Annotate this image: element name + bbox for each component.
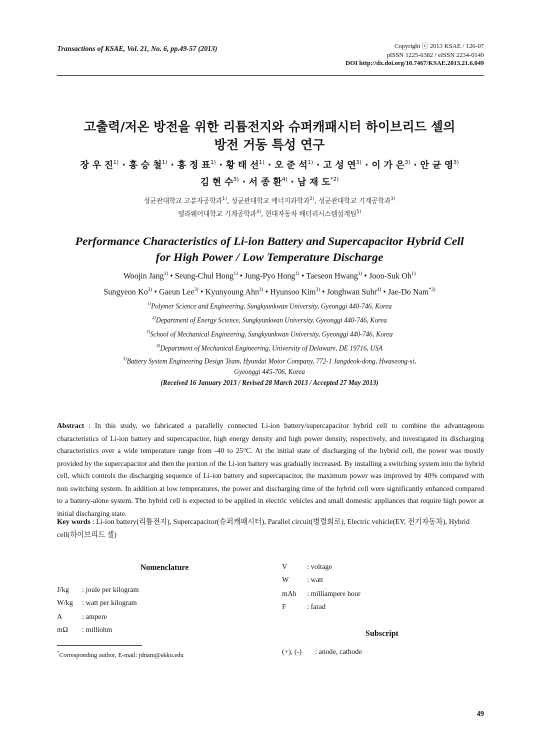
nomenclature-right xyxy=(282,561,361,614)
author-name: 서 종 환 xyxy=(248,177,282,189)
superscript-marker: *2) xyxy=(330,177,339,184)
separator: • xyxy=(167,271,175,281)
nomenclature-desc: : voltage xyxy=(307,563,332,571)
nomenclature-row xyxy=(282,588,361,601)
footnote xyxy=(57,650,184,659)
author-name: Jung-Pyo Hong xyxy=(244,271,296,281)
superscript-marker: 1) xyxy=(411,272,416,277)
superscript-marker: 3) xyxy=(146,328,151,334)
affiliation-name: 성균관대학교 고분자공학과 xyxy=(143,197,223,206)
english-title xyxy=(30,233,509,265)
affiliation-text: Battery System Engineering Design Team, Hyundai Motor Company, 772-1 Jangdeok-dong, Hwaseong-si, xyxy=(126,358,417,366)
author-name: 안 균 영 xyxy=(420,160,454,172)
english-affiliations xyxy=(40,299,499,389)
english-title-line-1: Performance Characteristics of Li-ion Battery and Supercapacitor Hybrid Cell xyxy=(75,234,464,248)
superscript-marker: 4) xyxy=(376,287,382,293)
author-name: Seung-Chul Hong xyxy=(174,271,234,281)
superscript-marker: 3) xyxy=(390,197,396,202)
separator: · xyxy=(167,160,178,172)
separator: · xyxy=(238,177,249,189)
separator: · xyxy=(215,160,226,172)
abstract-text: : In this study, we fabricated a parallelly connected Li-ion battery/supercapacitor hybrid cell to combine the advantageous characteristics of Li-ion battery and supercapacitor, high energy density and high power density, respectively, and investigated its discharging characteristics over a wide temperature range from -40 to 25°C. At the initial state of discharging of the hybrid cell, the power was mostly provided by the supercapacitor and then the portion of the Li-ion battery was gradually increased. By installing a switching system into the hybrid cell, which controls the discharging sequence of Li-ion battery and supercapacitor, the maximum power was improved by 40% compared with non switching system. In addition at low temperatures, the power and discharging time of the hybrid cell were significantly enhanced compared to a battery-alone system. The hybrid cell is expected to be applied in electric vehicles and small domestic appliances that require high power at initial discharging state. xyxy=(57,421,485,518)
footnote-rule xyxy=(57,645,142,646)
korean-authors-line-1 xyxy=(40,156,499,173)
separator: , xyxy=(261,210,266,219)
nomenclature-desc: : milliampere hour xyxy=(307,589,361,598)
nomenclature-row xyxy=(282,574,361,587)
author-name: Sungyeon Ko xyxy=(103,287,148,297)
nomenclature-desc: : farad xyxy=(307,602,326,611)
korean-affiliations xyxy=(40,194,499,220)
separator: • xyxy=(198,287,206,297)
author-name: Woojin Jang xyxy=(123,271,164,281)
separator: · xyxy=(361,160,372,172)
superscript-marker: 4) xyxy=(156,342,161,348)
korean-authors xyxy=(40,156,499,190)
nomenclature-desc: : joule per kilogram xyxy=(82,586,139,594)
affiliation-name: 성균관대학교 에너지과학과 xyxy=(231,197,310,206)
superscript-marker: 2) xyxy=(152,314,156,320)
nomenclature-symbol: F xyxy=(282,602,286,611)
separator: • xyxy=(237,271,245,281)
nomenclature-row xyxy=(57,597,139,610)
subscript-symbol: (+), (-) xyxy=(282,648,302,656)
copyright-text: Copyright ⓒ 2013 KSAE / 126-07 xyxy=(394,43,484,50)
separator: • xyxy=(362,271,369,281)
affiliation-text: School of Mechanical Engineering, Sungkyunkwan University, Gyeonggi 440-746, Korea xyxy=(150,330,393,338)
author-name: Kyunyoung Ahn xyxy=(205,287,260,297)
nomenclature-row xyxy=(57,584,139,597)
superscript-marker: 5) xyxy=(356,210,362,216)
english-title-line-2: for High Power / Low Temperature Discharge xyxy=(155,250,384,264)
nomenclature-row xyxy=(57,611,139,624)
nomenclature-desc: : watt per kilogram xyxy=(82,599,137,608)
superscript-marker: 3) xyxy=(259,287,264,293)
author-name: 홍 정 표 xyxy=(177,160,211,172)
separator: · xyxy=(410,160,421,172)
superscript-marker: 3) xyxy=(147,287,153,293)
superscript-marker: 5) xyxy=(122,356,127,362)
journal-citation: Transactions of KSAE, Vol. 21, No. 6, pp.49-57 (2013) xyxy=(57,45,218,53)
affiliation-name: 현대자동차 배터리시스템설계팀 xyxy=(265,210,357,219)
superscript-marker: 1) xyxy=(233,272,238,277)
abstract-label: Abstract xyxy=(57,421,85,430)
superscript-marker: 3) xyxy=(453,160,459,166)
nomenclature-desc: : ampere xyxy=(82,612,107,621)
separator: · xyxy=(313,160,324,172)
author-name: 이 가 은 xyxy=(371,160,405,172)
subscript-row xyxy=(282,648,362,656)
korean-title xyxy=(40,118,499,154)
separator: , xyxy=(226,197,232,206)
author-name: Jonghwan Suhr xyxy=(326,287,377,297)
english-authors-line-2 xyxy=(40,284,499,300)
nomenclature-row xyxy=(282,561,361,574)
korean-authors-line-2 xyxy=(40,173,499,190)
issn-text: pISSN 1225-6382 / eISSN 2234-0149 xyxy=(386,51,484,59)
author-name: Jae-Do Nam xyxy=(388,287,429,297)
korean-title-line-2: 방전 거동 특성 연구 xyxy=(214,137,325,152)
superscript-marker: 1) xyxy=(147,301,151,306)
superscript-marker: 1) xyxy=(258,160,265,166)
author-name: 남 재 도 xyxy=(297,177,331,189)
author-name: 황 태 선 xyxy=(225,160,259,172)
separator: • xyxy=(152,287,159,297)
header-rule xyxy=(57,75,484,76)
nomenclature-row xyxy=(282,601,361,614)
author-name: 오 준 석 xyxy=(274,160,308,172)
superscript-marker: 1) xyxy=(357,272,363,277)
nomenclature-left xyxy=(57,584,139,637)
affiliation-text: Department of Mechanical Engineering, University of Delaware, DE 19716, USA xyxy=(160,344,383,352)
nomenclature-symbol: J/kg xyxy=(57,586,69,594)
korean-affiliations-line-1 xyxy=(40,194,499,207)
received-dates: (Received 16 January 2013 / Revised 28 March 2013 / Accepted 27 May 2013) xyxy=(160,379,379,387)
separator: • xyxy=(299,271,307,281)
superscript-marker: 3) xyxy=(233,177,239,184)
affiliation-line xyxy=(40,299,499,313)
author-name: 홍 승 철 xyxy=(128,160,162,172)
keywords-text: : Li-ion battery(리튬전지), Supercapacitor(슈퍼캐패시터), Parallel circuit(병렬회로), Electric vehicle(EV, 전기자동차), Hybrid cell(하이브리드 셀) xyxy=(57,517,470,539)
subscript-title: Subscript xyxy=(365,629,399,638)
superscript-marker: 1) xyxy=(307,160,314,166)
doi-link[interactable]: DOI http://dx.doi.org/10.7467/KSAE.2013.21.6.049 xyxy=(345,60,484,68)
affiliation-text: Department of Energy Science, Sungkyunkwan University, Gyeonggi 440-746, Korea xyxy=(155,317,387,325)
superscript-marker: 3) xyxy=(194,287,199,293)
keywords-label: Key words xyxy=(57,517,91,526)
affiliation-text: Polymer Science and Engineering, Sungkyunkwan University, Gyeonggi 440-746, Korea xyxy=(150,303,392,311)
separator: • xyxy=(263,287,271,297)
separator: • xyxy=(319,287,327,297)
nomenclature-symbol: A xyxy=(57,612,63,621)
superscript-marker: 3) xyxy=(404,160,411,166)
nomenclature-desc: : watt xyxy=(307,576,324,585)
author-name: Taeseon Hwang xyxy=(306,271,358,281)
copyright-block xyxy=(346,43,484,69)
footnote-marker: * xyxy=(57,650,60,655)
nomenclature-desc: : milliohm xyxy=(82,625,113,634)
affiliation-continuation: Gyeonggi 445-706, Korea xyxy=(234,369,305,377)
superscript-marker: 3) xyxy=(315,287,320,293)
affiliation-name: 델라웨어대학교 기계공학과 xyxy=(177,210,257,219)
superscript-marker: 2) xyxy=(309,197,315,202)
author-name: 김 현 수 xyxy=(200,177,234,189)
english-authors-line-1 xyxy=(40,268,499,284)
korean-affiliations-line-2 xyxy=(40,207,499,220)
author-name: Hyunsoo Kim xyxy=(270,287,316,297)
superscript-marker: 4) xyxy=(281,177,288,184)
korean-title-line-1: 고출력/저온 방전을 위한 리튬전지와 슈퍼캐패시터 하이브리드 셀의 xyxy=(83,119,456,134)
superscript-marker: 3) xyxy=(356,160,362,166)
affiliation-line xyxy=(40,341,499,355)
superscript-marker: 1) xyxy=(210,160,216,166)
superscript-marker: 1) xyxy=(222,197,227,202)
separator: · xyxy=(287,177,298,189)
superscript-marker: 1) xyxy=(161,160,168,166)
footnote-text: Corresponding author, E-mail: jdnam@skku.edu xyxy=(59,652,184,660)
nomenclature-symbol: W xyxy=(282,576,289,585)
nomenclature-symbol: W/kg xyxy=(57,599,73,608)
page-number: 49 xyxy=(476,709,484,718)
english-authors xyxy=(40,268,499,299)
author-name: Joon-Suk Oh xyxy=(369,271,412,281)
nomenclature-symbol: mΩ xyxy=(57,625,68,634)
separator: • xyxy=(381,287,389,297)
separator: · xyxy=(118,160,129,172)
author-name: 장 우 진 xyxy=(80,160,114,172)
nomenclature-title: Nomenclature xyxy=(140,563,189,572)
nomenclature-symbol: V xyxy=(282,563,288,571)
nomenclature-row xyxy=(57,624,139,637)
affiliation-line xyxy=(40,354,499,368)
abstract xyxy=(57,420,484,520)
separator: · xyxy=(264,160,275,172)
author-name: 고 성 연 xyxy=(323,160,357,172)
superscript-marker: 1) xyxy=(113,160,119,166)
subscript-desc: : anode, cathode xyxy=(315,648,362,656)
superscript-marker: *2) xyxy=(428,287,436,293)
superscript-marker: 4) xyxy=(256,210,262,216)
affiliation-line xyxy=(40,313,499,327)
superscript-marker: 1) xyxy=(295,272,300,277)
separator: , xyxy=(314,197,319,206)
superscript-marker: 1) xyxy=(163,272,168,277)
keywords xyxy=(57,516,484,541)
affiliation-line xyxy=(40,327,499,341)
author-name: Gaeun Lee xyxy=(158,287,195,297)
affiliation-name: 성균관대학교 기계공학과 xyxy=(318,197,391,206)
nomenclature-symbol: mAh xyxy=(282,589,297,598)
